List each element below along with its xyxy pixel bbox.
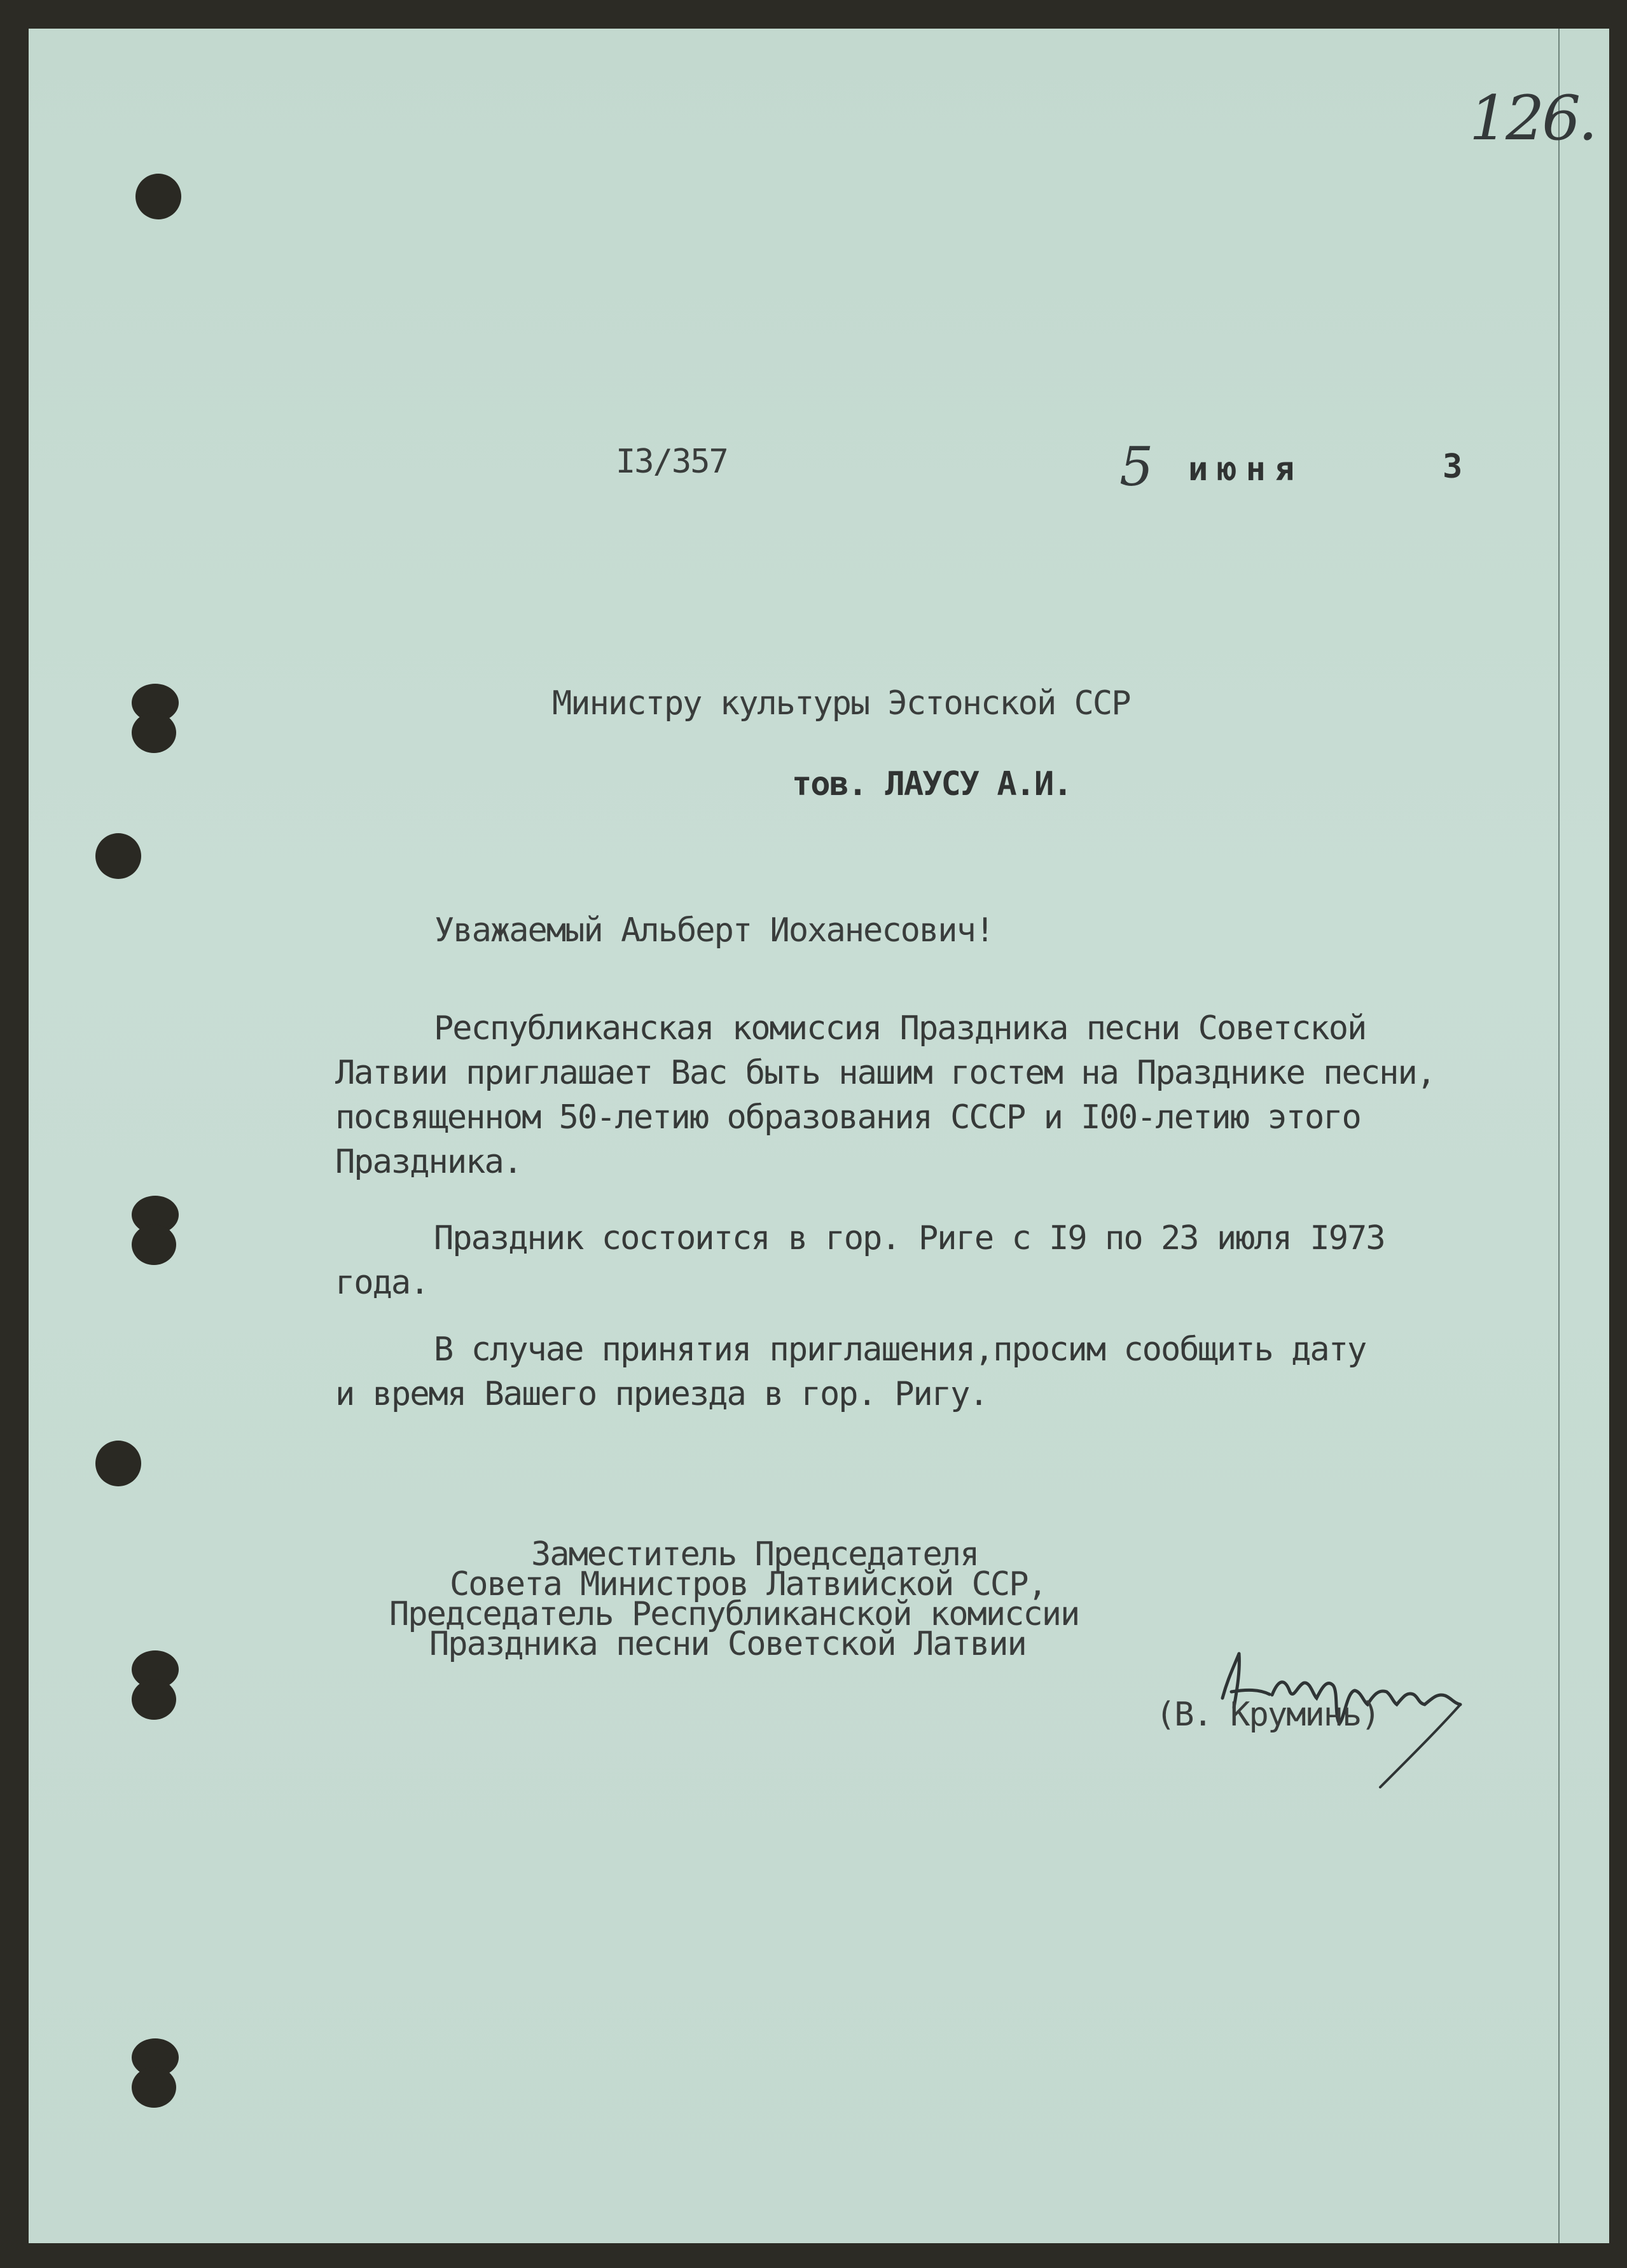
archive-page-number: 126.	[1469, 83, 1595, 154]
addressee-title: Министру культуры Эстонской ССР	[552, 684, 1130, 723]
paragraph-line: посвященном 50-летию образования СССР и I00-летию этого	[335, 1098, 1360, 1137]
paragraph-line: года.	[335, 1264, 429, 1302]
punch-hole	[132, 712, 176, 753]
punch-hole	[95, 833, 141, 879]
body-paragraph-3	[335, 1327, 1366, 1416]
addressee-name: тов. ЛАУСУ А.И.	[792, 765, 1072, 803]
paragraph-line: Праздник состоится в гор. Риге с I9 по 23 июля I973	[434, 1219, 1385, 1257]
punch-hole	[132, 1679, 176, 1720]
salutation: Уважаемый Альберт Иоханесович!	[434, 911, 994, 950]
punch-hole	[132, 2067, 176, 2108]
date-year-suffix: 3	[1443, 448, 1462, 486]
paragraph-line: Латвии приглашает Вас быть нашим гостем на Празднике песни,	[335, 1054, 1436, 1092]
paragraph-line: В случае принятия приглашения,просим сообщить дату	[434, 1331, 1366, 1369]
punch-hole	[95, 1441, 141, 1486]
body-paragraph-2	[335, 1216, 1385, 1305]
body-paragraph-1	[335, 1006, 1435, 1184]
signatory-name: (В. Круминь)	[1156, 1696, 1380, 1734]
punch-hole	[135, 174, 181, 219]
paragraph-line: и время Вашего приезда в гор. Ригу.	[335, 1375, 988, 1413]
date-month: июня	[1188, 450, 1304, 488]
right-margin-line	[1558, 29, 1560, 2243]
paragraph-line: Праздника.	[335, 1143, 522, 1181]
punch-hole	[132, 1224, 176, 1265]
reference-number: I3/357	[616, 443, 728, 481]
paragraph-line: Республиканская комиссия Праздника песни Советской	[434, 1009, 1366, 1048]
signatory-title-line: Председатель Республиканской комиссии	[389, 1595, 1079, 1633]
handwritten-date-day: 5	[1119, 436, 1154, 498]
signatory-title-line: Совета Министров Латвийской ССР,	[450, 1565, 1046, 1603]
signatory-title-line: Заместитель Председателя	[531, 1535, 979, 1573]
signatory-title-line: Праздника песни Советской Латвии	[429, 1625, 1026, 1663]
